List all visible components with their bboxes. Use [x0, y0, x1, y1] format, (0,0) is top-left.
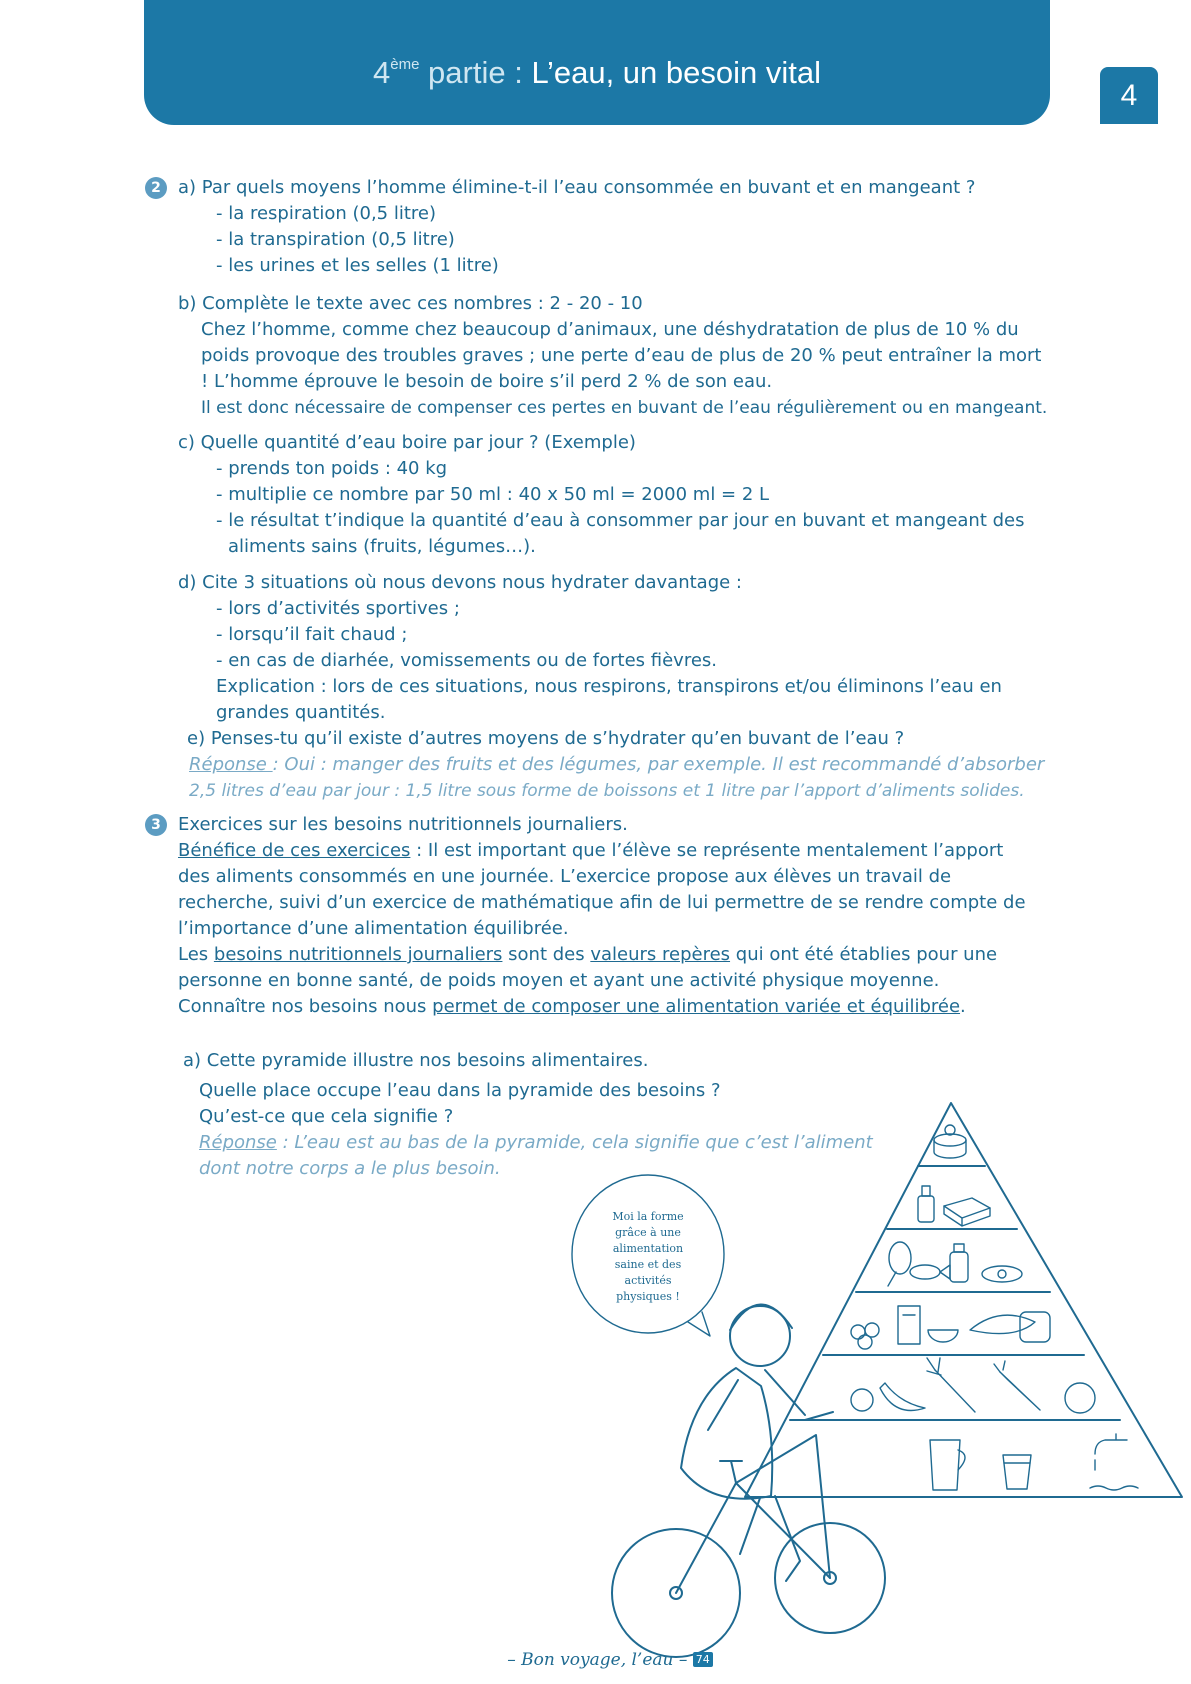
bubble-line: activités — [624, 1274, 672, 1287]
bubble-line: physiques ! — [616, 1290, 680, 1303]
q2b-question: b) Complète le texte avec ces nombres : 2 - 20 - 10 — [178, 293, 643, 314]
q2d-question: d) Cite 3 situations où nous devons nous hydrater davantage : — [178, 572, 742, 593]
potatoes-icon — [851, 1323, 879, 1349]
needs-text: sont des — [502, 944, 591, 965]
benefit-text: : Il est important que l’élève se représente mentalement l’apport — [410, 840, 1004, 861]
speech-bubble-text — [592, 1209, 704, 1305]
needs-text: Les — [178, 944, 214, 965]
q2e-answer-line: 2,5 litres d’eau par jour : 1,5 litre sous forme de boissons et 1 litre par l’apport d’aliments solides. — [189, 781, 1025, 801]
answer-label: Réponse — [199, 1132, 277, 1153]
carrot-icon — [994, 1361, 1040, 1410]
question-number-2: 2 — [145, 177, 167, 199]
q2d-item: - lors d’activités sportives ; — [216, 598, 460, 619]
water-tap-icon — [1090, 1434, 1138, 1490]
q2d-item: - lorsqu’il fait chaud ; — [216, 624, 408, 645]
bubble-line: grâce à une — [615, 1226, 681, 1239]
title-main: L’eau, un besoin vital — [531, 55, 821, 90]
bottle-icon — [918, 1186, 934, 1222]
q2b-text-line: Il est donc nécessaire de compenser ces pertes en buvant de l’eau régulièrement ou en mangeant. — [201, 398, 1048, 418]
q3a-question: Quelle place occupe l’eau dans la pyramide des besoins ? — [199, 1080, 721, 1101]
milk-bottle-icon — [950, 1244, 968, 1282]
apple-icon — [851, 1389, 873, 1411]
page-footer — [470, 1650, 750, 1670]
q2b-text-line: poids provoque des troubles graves ; une perte d’eau de plus de 20 % peut entraîner la mort — [201, 345, 1042, 366]
answer-text: : L’eau est au bas de la pyramide, cela signifie que c’est l’aliment — [276, 1132, 873, 1153]
q3-benefit-line: recherche, suivi d’un exercice de mathématique afin de lui permettre de se rendre compte de — [178, 892, 1026, 913]
know-text: . — [960, 996, 966, 1017]
answer-label: Réponse — [189, 754, 273, 775]
q2d-explanation: grandes quantités. — [216, 702, 386, 723]
fish-icon — [910, 1265, 950, 1279]
needs-underlined: besoins nutritionnels journaliers — [213, 944, 503, 965]
q2c-question: c) Quelle quantité d’eau boire par jour ? (Exemple) — [178, 432, 636, 453]
title-ordinal: 4 — [373, 55, 391, 90]
title-partie: partie : — [419, 55, 532, 90]
know-text: Connaître nos besoins nous — [178, 996, 433, 1017]
girl-on-bicycle-icon — [612, 1304, 885, 1657]
q2c-item: - multiplie ce nombre par 50 ml : 40 x 50 ml = 2000 ml = 2 L — [216, 484, 770, 505]
q2a-item: - la respiration (0,5 litre) — [216, 203, 437, 224]
bowl-icon — [928, 1330, 958, 1342]
q3-benefit-line: l’importance d’une alimentation équilibrée. — [178, 918, 569, 939]
chapter-tab: 4 — [1100, 67, 1158, 124]
page-number: 74 — [693, 1652, 713, 1667]
water-glass-icon — [1003, 1455, 1031, 1489]
q2e-question: e) Penses-tu qu’il existe d’autres moyens de s’hydrater qu’en buvant de l’eau ? — [187, 728, 905, 749]
bubble-line: Moi la forme — [612, 1210, 684, 1223]
water-jug-icon — [930, 1440, 965, 1490]
q3a-question: Qu’est-ce que cela signifie ? — [199, 1106, 454, 1127]
q2a-item: - la transpiration (0,5 litre) — [216, 229, 455, 250]
bread-icon — [970, 1312, 1050, 1342]
q2d-explanation: Explication : lors de ces situations, nous respirons, transpirons et/ou éliminons l’eau en — [216, 676, 1002, 697]
q2d-item: - en cas de diarhée, vomissements ou de fortes fièvres. — [216, 650, 718, 671]
q2a-question: a) Par quels moyens l’homme élimine-t-il l’eau consommée en buvant et en mangeant ? — [178, 177, 976, 198]
q3-benefit-line: des aliments consommés en une journée. L’exercice propose aux élèves un travail de — [178, 866, 952, 887]
cereal-box-icon — [898, 1306, 920, 1344]
footer-text: – Bon voyage, l’eau – — [507, 1650, 688, 1670]
needs-text: qui ont été établies pour une — [730, 944, 998, 965]
q2c-item: - le résultat t’indique la quantité d’eau à consommer par jour en buvant et mangeant des — [216, 510, 1025, 531]
q2a-item: - les urines et les selles (1 litre) — [216, 255, 499, 276]
answer-text: : Oui : manger des fruits et des légumes, par exemple. Il est recommandé d’absorber — [272, 754, 1045, 775]
q3a-title: a) Cette pyramide illustre nos besoins alimentaires. — [183, 1050, 649, 1071]
q3a-answer-line: dont notre corps a le plus besoin. — [199, 1158, 501, 1179]
q2b-text-line: ! L’homme éprouve le besoin de boire s’il perd 2 % de son eau. — [201, 371, 773, 392]
orange-icon — [1065, 1383, 1095, 1413]
leek-icon — [927, 1358, 975, 1412]
cake-icon — [934, 1125, 966, 1158]
bubble-line: alimentation — [612, 1242, 684, 1255]
needs-underlined: valeurs repères — [590, 944, 731, 965]
question-number-3: 3 — [145, 814, 167, 836]
benefit-label: Bénéfice de ces exercices — [178, 840, 411, 861]
q3-title: Exercices sur les besoins nutritionnels journaliers. — [178, 814, 628, 835]
title-sup: ème — [390, 56, 420, 73]
chicken-leg-icon — [888, 1242, 911, 1286]
q2b-text-line: Chez l’homme, comme chez beaucoup d’animaux, une déshydratation de plus de 10 % du — [201, 319, 1019, 340]
banana-icon — [880, 1383, 925, 1411]
butter-icon — [944, 1198, 990, 1226]
q2c-item: aliments sains (fruits, légumes…). — [228, 536, 536, 557]
egg-icon — [982, 1266, 1022, 1282]
bubble-line: saine et des — [614, 1258, 682, 1271]
q3-needs-line: personne en bonne santé, de poids moyen et ayant une activité physique moyenne. — [178, 970, 940, 991]
know-underlined: permet de composer une alimentation variée et équilibrée — [432, 996, 961, 1017]
q2c-item: - prends ton poids : 40 kg — [216, 458, 448, 479]
